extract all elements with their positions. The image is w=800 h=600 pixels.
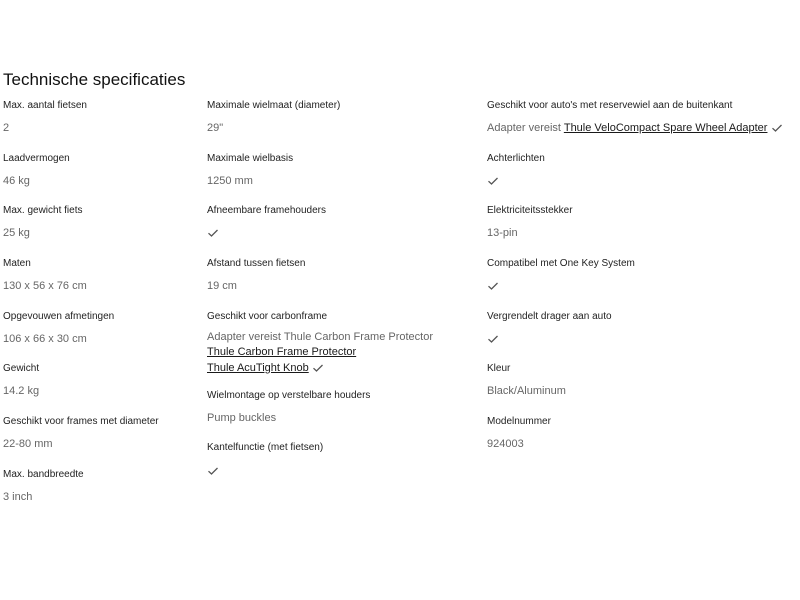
spec-value: 130 x 56 x 76 cm xyxy=(3,280,87,293)
spec-tilt-function xyxy=(207,442,477,495)
spec-label: Kleur xyxy=(487,363,511,375)
checkmark-icon xyxy=(771,122,783,134)
spec-dimensions xyxy=(3,258,198,311)
spec-wheel-mount xyxy=(207,390,477,443)
spec-value: Black/Aluminum xyxy=(487,385,566,398)
spec-carbon-frame xyxy=(207,311,477,390)
carbon-frame-protector-link[interactable]: Thule Carbon Frame Protector xyxy=(207,346,357,359)
checkmark-icon xyxy=(207,465,219,477)
spec-label: Geschikt voor frames met diameter xyxy=(3,416,159,428)
spec-label: Compatibel met One Key System xyxy=(487,258,635,270)
spec-max-wheelbase xyxy=(207,153,477,206)
spec-label: Geschikt voor auto's met reservewiel aan de buitenkant xyxy=(487,100,733,111)
spec-value: 2 xyxy=(3,122,10,134)
spec-label: Geschikt voor carbonframe xyxy=(207,310,328,322)
checkmark-icon xyxy=(487,333,499,345)
spec-electrical-plug xyxy=(487,205,797,258)
checkmark-icon xyxy=(312,362,324,374)
spec-label: Vergrendelt drager aan auto xyxy=(487,310,612,322)
spec-value: 924003 xyxy=(487,438,524,451)
spec-value: 3 inch xyxy=(3,490,33,503)
spec-value: 25 kg xyxy=(3,227,30,240)
spec-max-bikes xyxy=(3,100,198,153)
acutight-knob-link[interactable]: Thule AcuTight Knob xyxy=(207,361,309,374)
spec-one-key xyxy=(487,258,797,311)
spec-label: Max. gewicht fiets xyxy=(3,205,83,217)
spec-max-wheel-size xyxy=(207,100,477,153)
spec-label: Max. bandbreedte xyxy=(3,468,84,480)
spare-wheel-adapter-link[interactable]: Thule VeloCompact Spare Wheel Adapter xyxy=(563,122,768,134)
spec-value: 22-80 mm xyxy=(3,438,53,451)
spec-rear-lights xyxy=(487,153,797,206)
spec-label: Gewicht xyxy=(3,363,40,375)
spec-load-capacity xyxy=(3,153,198,206)
spec-value: 1250 mm xyxy=(207,174,253,187)
section-title: Technische specificaties xyxy=(3,70,186,89)
spec-label: Maten xyxy=(3,258,31,270)
spec-removable-frame-holders xyxy=(207,205,477,258)
checkmark-icon xyxy=(207,227,219,239)
spec-folded-dimensions xyxy=(3,311,198,364)
spec-label: Modelnummer xyxy=(487,416,551,428)
spec-frame-diameter xyxy=(3,416,198,469)
spec-value: Adapter vereist Thule Carbon Frame Protector xyxy=(207,330,434,343)
spec-max-bike-weight xyxy=(3,205,198,258)
spec-value: Pump buckles xyxy=(207,411,277,424)
checkmark-icon xyxy=(487,175,499,187)
spec-model-number xyxy=(487,416,797,469)
spec-value: 29" xyxy=(207,122,224,134)
spec-value: 14.2 kg xyxy=(3,385,40,398)
spec-locks-to-car xyxy=(487,311,797,364)
spec-label: Laadvermogen xyxy=(3,152,70,164)
spec-label: Opgevouwen afmetingen xyxy=(3,310,115,322)
spec-column-1 xyxy=(3,100,198,522)
spec-max-tire-width xyxy=(3,469,198,522)
spec-label: Elektriciteitsstekker xyxy=(487,205,573,217)
spec-value: Adapter vereist xyxy=(487,122,561,134)
spec-label: Max. aantal fietsen xyxy=(3,100,87,111)
spec-value: 46 kg xyxy=(3,174,30,187)
spec-spare-wheel xyxy=(487,100,797,153)
spec-value: 13-pin xyxy=(487,227,518,240)
checkmark-icon xyxy=(487,280,499,292)
spec-label: Maximale wielmaat (diameter) xyxy=(207,100,341,111)
spec-color xyxy=(487,363,797,416)
spec-value: 106 x 66 x 30 cm xyxy=(3,332,87,345)
spec-label: Afneembare framehouders xyxy=(207,205,326,217)
spec-distance-between-bikes xyxy=(207,258,477,311)
spec-value: 19 cm xyxy=(207,280,237,293)
spec-label: Kantelfunctie (met fietsen) xyxy=(207,442,324,454)
spec-column-3 xyxy=(487,100,797,469)
spec-column-2 xyxy=(207,100,477,495)
spec-label: Achterlichten xyxy=(487,152,545,164)
spec-label: Wielmontage op verstelbare houders xyxy=(207,389,371,401)
spec-weight xyxy=(3,363,198,416)
spec-label: Afstand tussen fietsen xyxy=(207,258,306,270)
spec-label: Maximale wielbasis xyxy=(207,152,294,164)
